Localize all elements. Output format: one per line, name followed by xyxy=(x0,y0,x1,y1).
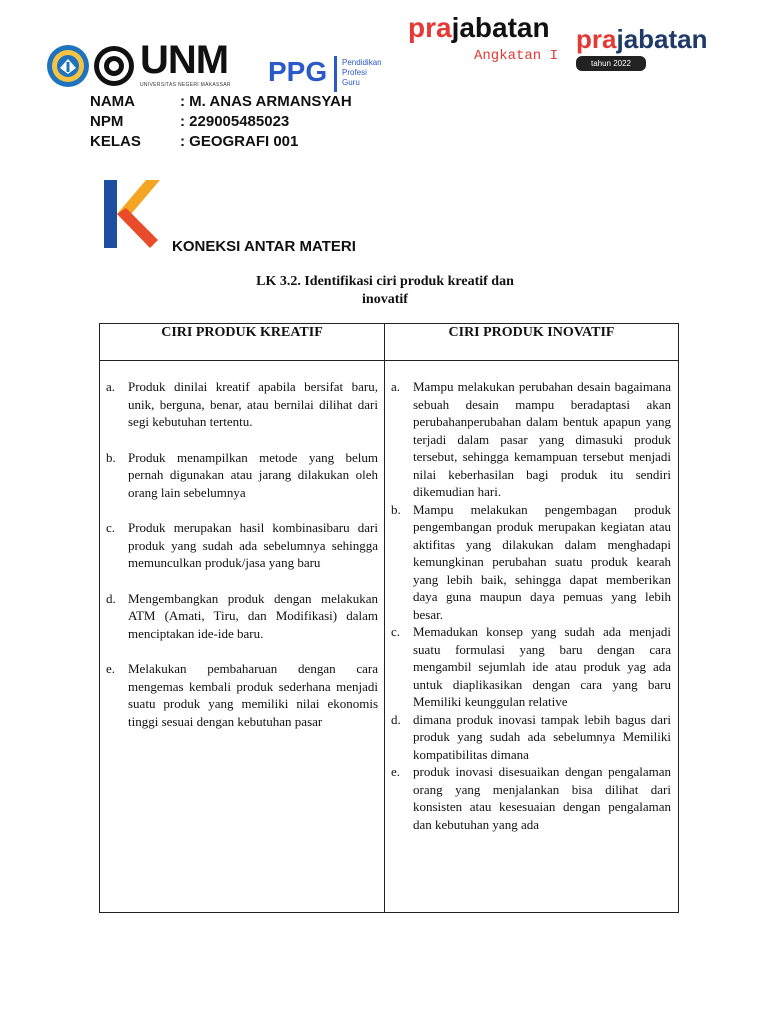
unm-emblem-icon xyxy=(93,44,135,88)
worksheet-title: LK 3.2. Identifikasi ciri produk kreatif dan inovatif xyxy=(256,274,514,307)
list-item: c. Produk merupakan hasil kombinasibaru dari produk yang sudah ada sebelumnya sehingga memunculkan produk/jasa yang baru xyxy=(106,520,378,570)
table-header-divider xyxy=(99,360,679,361)
list-item: d. Mengembangkan produk dengan melakukan ATM (Amati, Tiru, dan Modifikasi) dalam menciptakan ide-ide baru. xyxy=(106,590,378,641)
list-item: c. Memadukan konsep yang sudah ada menjadi suatu formulasi yang baru dengan cara mengambil sejumlah ide atau produk yag ada untuk diaplikasikan dengan cara yang baru Memiliki keunggulan relative xyxy=(391,624,671,709)
list-item: a. Mampu melakukan perubahan desain bagaimana sebuah desain mampu beradaptasi akan perubahanperubahan dalam bentuk apapun yang terjadi dalam pasar yang dimasuki produk tersebut, sehingga kemampuan tersebut menjadi nilai keberhasilan bagi produk itu sendiri dikemudian hari. xyxy=(391,379,671,499)
unm-subtitle: UNIVERSITAS NEGERI MAKASSAR xyxy=(140,82,231,88)
list-item: b. Mampu melakukan pengembagan produk pengembangan produk merupakan kegiatan atau aktifitas yang dilakukan dalam menghadapi kemungkinan perubahan suatu produk kearah yang lebih baik, sehingga dapat memberikan daya guna maupun daya pemuas yang lebih besar. xyxy=(391,501,671,622)
kelas-value: : GEOGRAFI 001 xyxy=(180,133,299,150)
npm-value: : 229005485023 xyxy=(180,113,290,130)
nama-label: NAMA xyxy=(90,93,135,110)
table-header-kreatif: CIRI PRODUK KREATIF xyxy=(161,325,323,340)
ppg-subtitle: Pendidikan Profesi Guru xyxy=(342,58,382,87)
prajabatan-logo: prajabatan xyxy=(408,12,550,43)
list-item: d. dimana produk inovasi tampak lebih bagus dari produk yang sudah ada sebelumnya Memiliki kompatibilitas dimana xyxy=(391,711,671,762)
prajabatan-2022-logo: prajabatan xyxy=(576,24,708,54)
list-item: a. Produk dinilai kreatif apabila bersifat baru, unik, berguna, benar, atau bernilai dilihat dari segi kebutuhan tertentu. xyxy=(106,379,378,429)
list-item: b. Produk menampilkan metode yang belum pernah digunakan atau jarang dilakukan oleh orang lain sebelumnya xyxy=(106,449,378,500)
angkatan-label: Angkatan I xyxy=(474,48,559,64)
kreatif-list xyxy=(106,378,378,730)
section-title: KONEKSI ANTAR MATERI xyxy=(172,238,356,255)
ppg-logo-text: PPG xyxy=(268,56,328,87)
ppg-divider xyxy=(334,56,337,92)
list-item: e. produk inovasi disesuaikan dengan pengalaman orang yang menjalankan bisa dilihat dari konsisten atau kesesuaian dengan pengalaman dan kebutuhan yang ada xyxy=(391,764,671,832)
table-column-divider xyxy=(384,323,385,913)
unm-logo-text: UNM xyxy=(140,38,229,82)
inovatif-list xyxy=(391,378,671,833)
tahun-badge: tahun 2022 xyxy=(576,56,646,71)
kemdikbud-logo-icon xyxy=(46,44,90,88)
list-item: e. Melakukan pembaharuan dengan cara mengemas kembali produk sederhana menjadi suatu produk yang memiliki nilai ekonomis tinggi sesuai dengan kebutuhan pasar xyxy=(106,661,378,729)
nama-value: : M. ANAS ARMANSYAH xyxy=(180,93,352,110)
kelas-label: KELAS xyxy=(90,133,141,150)
k-logo-icon xyxy=(104,180,160,250)
npm-label: NPM xyxy=(90,113,124,130)
table-header-inovatif: CIRI PRODUK INOVATIF xyxy=(448,325,615,340)
